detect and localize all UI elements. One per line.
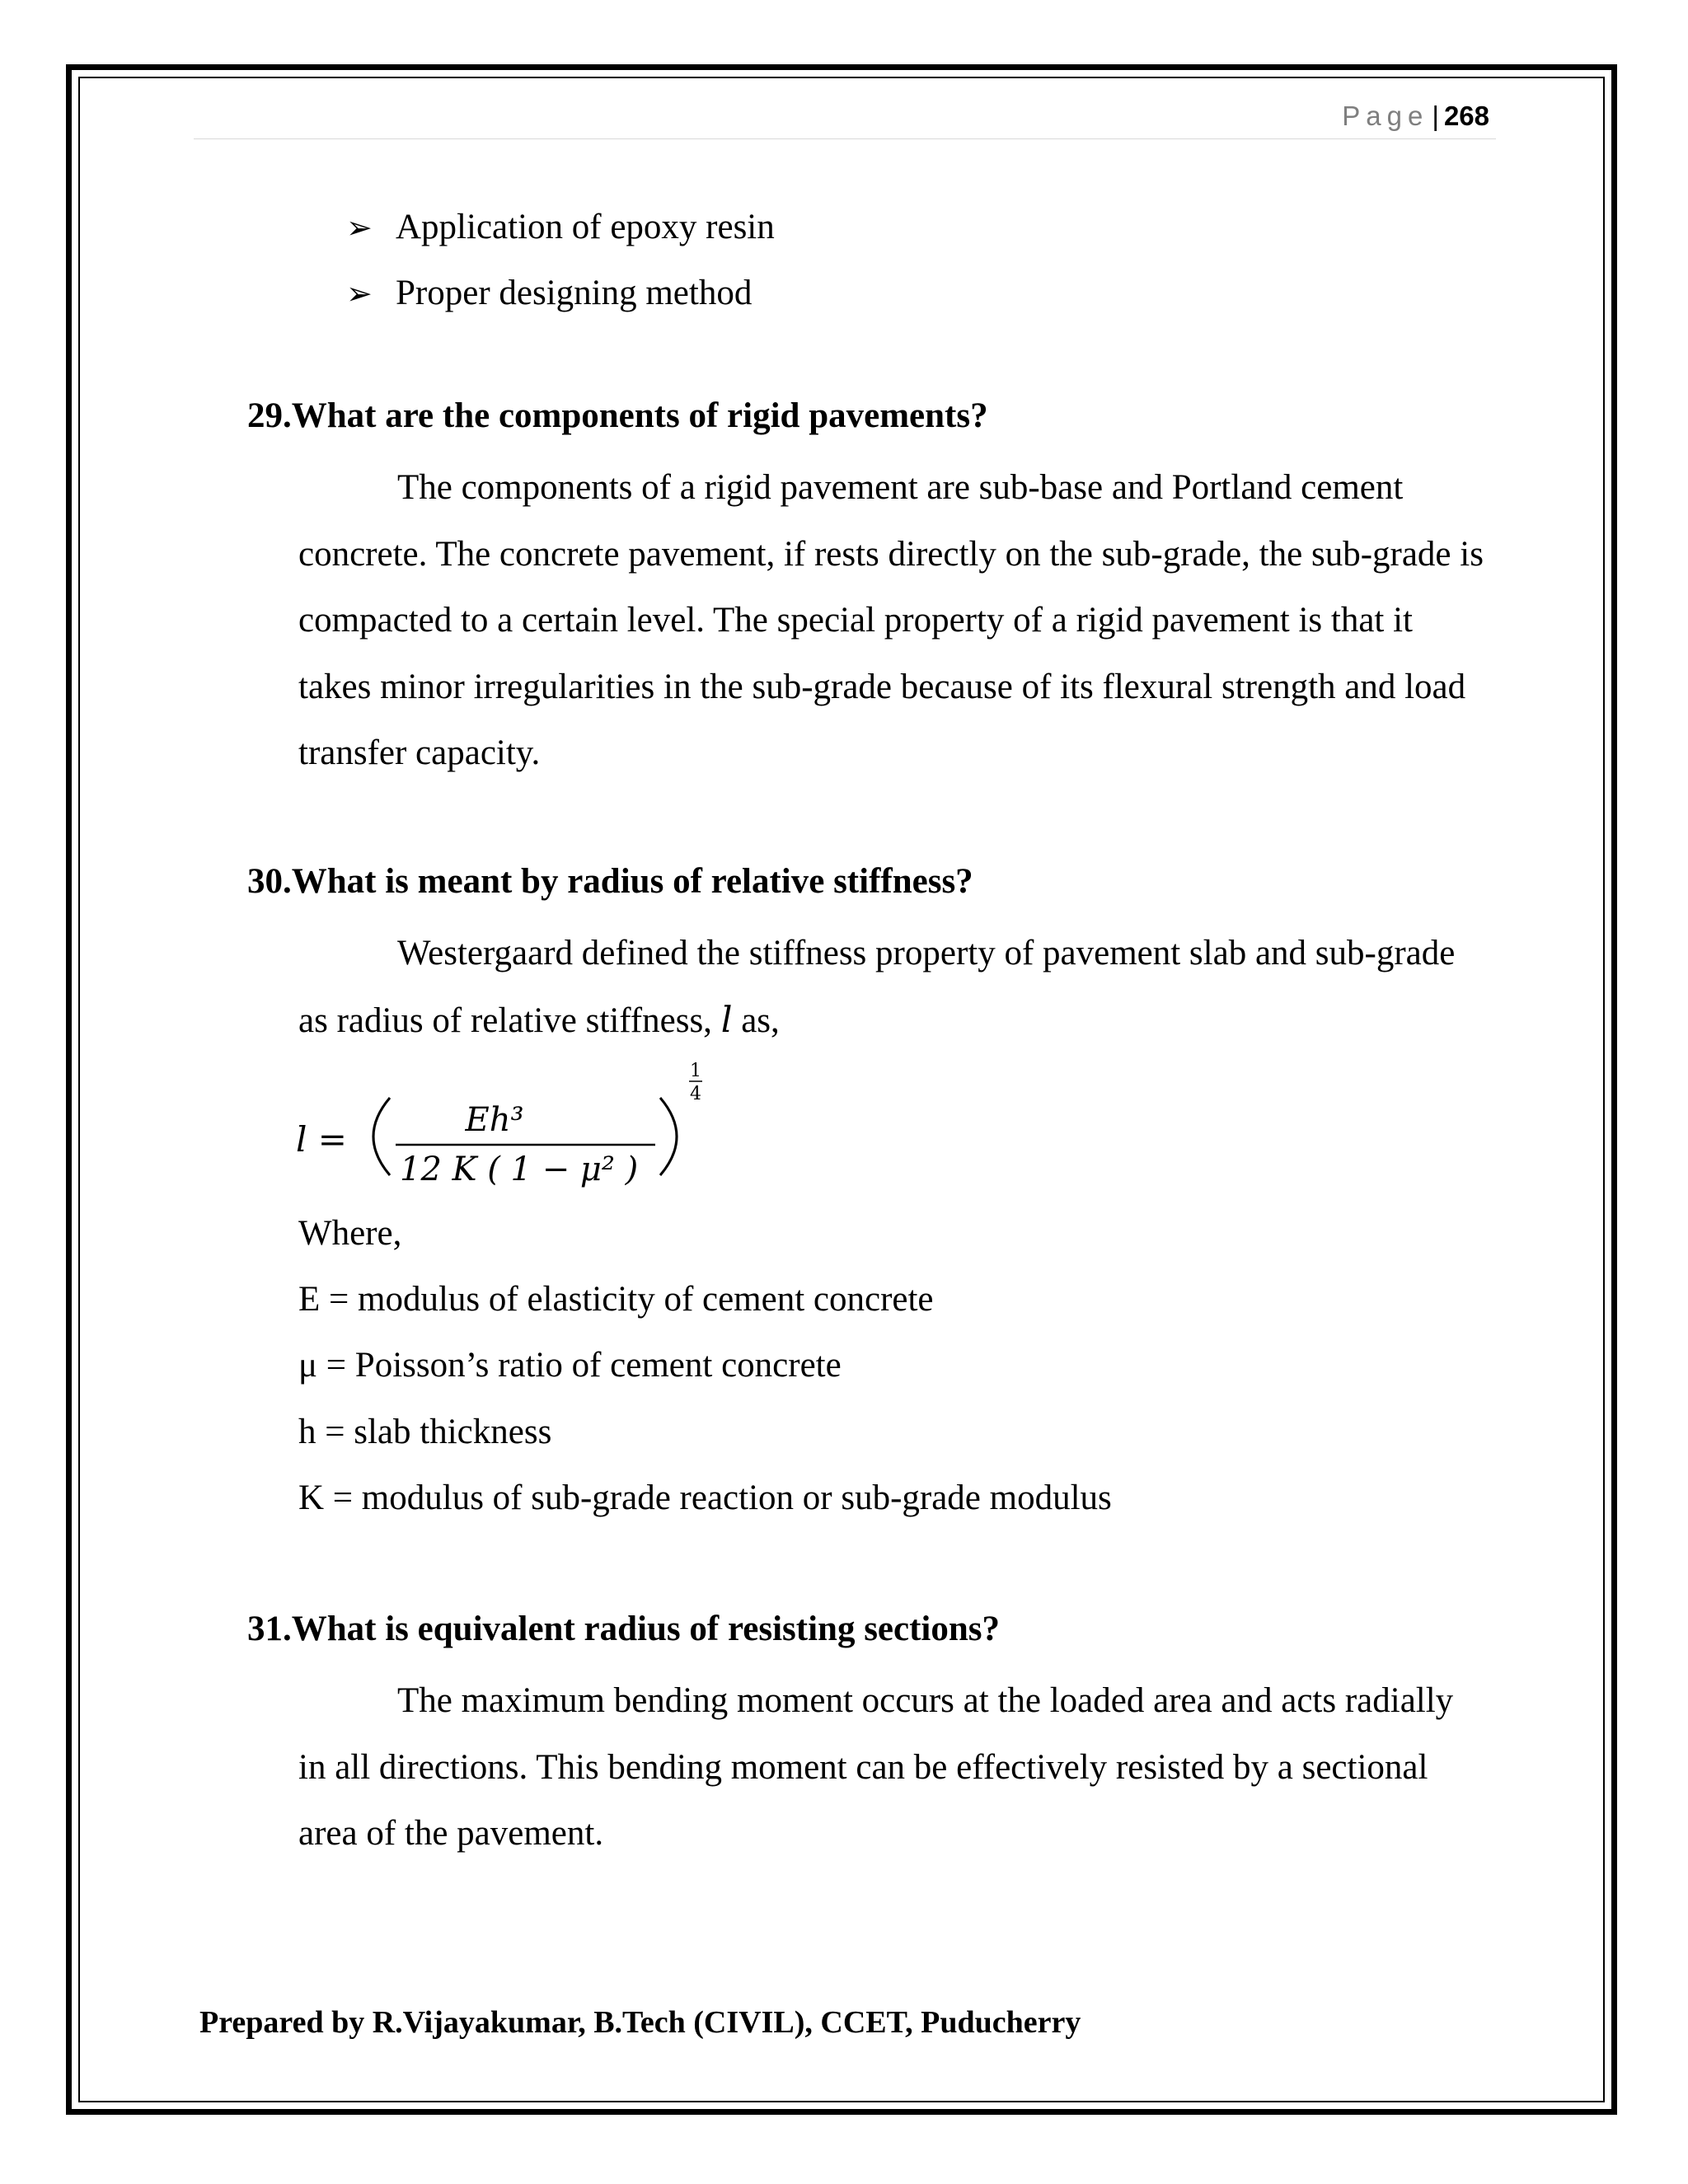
question-title: What is meant by radius of relative stiffness? <box>291 862 973 901</box>
exponent-numerator: 1 <box>690 1061 701 1081</box>
question-29-answer: The components of a rigid pavement are sub-base and Portland cement concrete. The concrete pavement, if rests directly on the sub-grade, the sub-grade is compacted to a certain level. The special property of a rigid pavement is that it takes minor irregularities in the sub-grade because of its flexural strength and load transfer capacity. <box>298 468 1484 772</box>
arrow-bullet-icon: ➢ <box>346 275 373 312</box>
bullet-list <box>346 194 775 326</box>
question-30-heading <box>247 861 973 902</box>
answer-symbol: l <box>720 999 733 1041</box>
exponent-denominator: 4 <box>690 1084 701 1104</box>
question-title: What is equivalent radius of resisting sections? <box>291 1610 1001 1648</box>
page-word: Page <box>1342 101 1429 131</box>
page-number-label <box>1342 101 1489 132</box>
definition-item: μ = Poisson’s ratio of cement concrete <box>298 1346 842 1385</box>
list-item <box>346 260 775 326</box>
question-29-heading <box>247 396 988 436</box>
answer-text-end: as, <box>732 1001 780 1040</box>
formula-lhs: l = <box>296 1119 347 1160</box>
arrow-bullet-icon: ➢ <box>346 209 373 246</box>
definition-item: h = slab thickness <box>298 1413 552 1451</box>
page-header <box>194 99 1496 139</box>
list-item <box>346 194 775 260</box>
bullet-text: Application of epoxy resin <box>396 208 775 246</box>
question-title: What are the components of rigid pavements? <box>291 396 988 435</box>
question-number: 31. <box>247 1610 292 1648</box>
definition-item: E = modulus of elasticity of cement concrete <box>298 1280 934 1319</box>
question-31-heading <box>247 1609 1000 1649</box>
question-30-answer <box>298 921 1489 1054</box>
stiffness-formula <box>293 1055 754 1203</box>
page-separator: | <box>1432 101 1439 131</box>
bullet-text: Proper designing method <box>396 274 753 312</box>
left-paren-icon <box>373 1098 390 1175</box>
definition-item: K = modulus of sub-grade reaction or sub-grade modulus <box>298 1479 1112 1517</box>
where-label: Where, <box>298 1214 402 1253</box>
answer-text: Westergaard defined the stiffness property of pavement slab and sub-grade as radius of relative stiffness, <box>298 934 1456 1040</box>
page-number: 268 <box>1443 101 1489 131</box>
formula-numerator: Eh³ <box>465 1101 524 1139</box>
formula-denominator: 12 K ( 1 − μ² ) <box>400 1151 639 1188</box>
footer-credit: Prepared by R.Vijayakumar, B.Tech (CIVIL), CCET, Puducherry <box>199 2005 1081 2040</box>
question-number: 30. <box>247 862 292 901</box>
question-number: 29. <box>247 396 292 435</box>
right-paren-icon <box>660 1098 677 1175</box>
question-31-answer: The maximum bending moment occurs at the loaded area and acts radially in all directions. This bending moment can be effectively resisted by a sectional area of the pavement. <box>298 1681 1454 1853</box>
